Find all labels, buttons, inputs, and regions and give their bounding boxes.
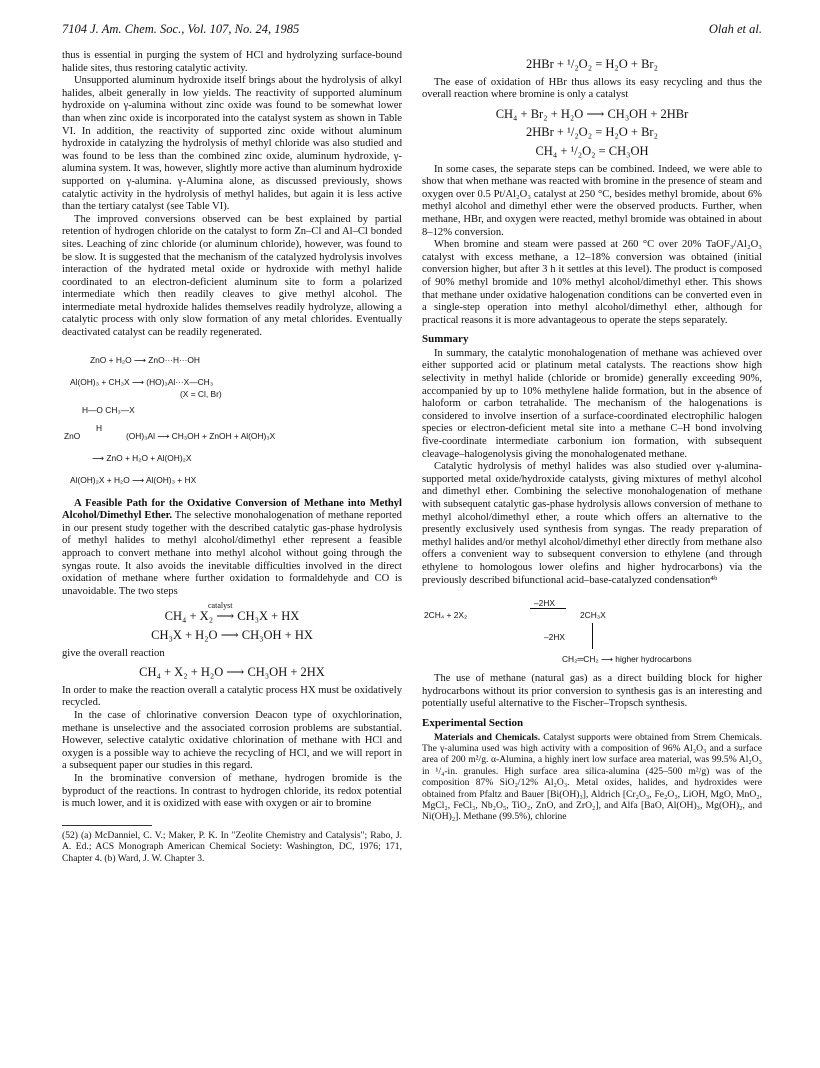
paragraph-text: Catalyst supports were obtained from Strem Chemicals. The γ-alumina used was high activity with a composition of 96% Al₂O₃ and a surface area of 200 m²/g. α-Alumina, a highly inert low surface area material, was 99.5% Al₂O₃ in ¹/₄-in. granules. High surface area silica-alumina (425–500 m²/g) was of the composition 87% SiO₂/12% Al₂O₃. Metal oxides, halides, and hydroxides were obtained from Pfaltz and Bauer [Bi(OH)₃], Aldrich [Cr₂O₃, Fe₂O₃, LiOH, MgO, MnO₂, MgCl₂, FeCl₃, Nb₂O₅, TiO₂, ZnO, and ZrO₂], and Alfa [BaO, Al(OH)₃, Mg(OH)₂, and Ni(OH)₂]. Methane (99.5%), chlorine — [422, 731, 762, 823]
equation: catalyst CH₄ + X₂ ⟶ CH₃X + HX — [164, 601, 300, 624]
paragraph: When bromine and steam were passed at 260 °C over 20% TaOF₃/Al₂O₃ catalyst with excess methane, a 12–18% conversion was obtained (initial conversion higher, but after 3 h it settles at this level). The product is composed of 90% methyl bromide and 10% methyl alcohol/dimethyl ether. This shows that methane under oxidative halogenation conditions can be converted even in a single-step operation into methyl alcohol/dimethyl ether, although for practical reasons it is more advantageous to operate the steps separately. — [422, 239, 762, 326]
equation: CH₃X + H₂O ⟶ CH₃OH + HX — [151, 628, 313, 642]
section-heading-experimental: Experimental Section — [422, 716, 524, 729]
mechanism-scheme — [62, 346, 402, 498]
paragraph: give the overall reaction — [62, 647, 165, 659]
equation: 2HBr + ¹/₂O₂ = H₂O + Br₂ — [526, 57, 658, 71]
catalyst-label: catalyst — [208, 601, 233, 611]
page-header — [62, 22, 762, 40]
section-heading-summary: Summary — [422, 333, 469, 346]
footnote-rule — [62, 825, 152, 826]
scheme-reactants: 2CH₄ + 2X₂ — [424, 610, 468, 621]
footnote: (52) (a) McDanniel, C. V.; Maker, P. K. In "Zeolite Chemistry and Catalysis"; Rabo, J. A. Ed.; ACS Monograph American Chemical Society: Washington, DC, 1976; 171, Chapter 4. (b) Ward, J. W. Chapter 3. — [62, 829, 402, 864]
paragraph: In the brominative conversion of methane, hydrogen bromide is the byproduct of the reactions. In contrast to hydrogen chloride, its redox potential is much lower, and it is oxidized with ease with oxygen or air to bromine — [62, 772, 402, 810]
scheme-arrow-label: –2HX — [534, 598, 555, 609]
paragraph: The improved conversions observed can be best explained by partial retention of hydrogen chloride on the catalyst to form Zn–Cl and Al–Cl bonded sites. Leaching of zinc chloride (or aluminum chloride), however, was found to be slow. It is suggested that the mechanism of the catalyzed hydrolysis involves interaction of the hydrated metal oxide or hydroxide with methyl halide coordinated to an electron-deficient aluminum site to form a polarized intermediate which then readily cleaves to give methyl alcohol. The intermediate metal hydroxide halides themselves readily hydrolyze, allowing a catalytic process with only slow formation of any metal chlorides. Eventually deactivated catalyst can be readily regenerated. — [62, 213, 402, 339]
scheme-reaction-3: (OH)₃Al ⟶ CH₃OH + ZnOH + Al(OH)₃X — [126, 430, 276, 441]
scheme-product: 2CH₃X — [580, 610, 606, 621]
scheme-reaction-2: Al(OH)₃ + CH₃X ⟶ (HO)₃Al···X—CH₃ — [70, 376, 214, 387]
equation: CH₄ + ¹/₂O₂ = CH₃OH — [535, 143, 649, 158]
scheme-down-arrow — [592, 623, 593, 649]
paragraph: In order to make the reaction overall a catalytic process HX must be oxidatively recycled. — [62, 684, 402, 709]
scheme-reaction-1: ZnO + H₂O ⟶ ZnO···H···OH — [90, 354, 200, 365]
running-head-left: 7104 J. Am. Chem. Soc., Vol. 107, No. 24, 1985 — [62, 22, 300, 36]
subsection-runin-heading: Materials and Chemicals. — [434, 731, 541, 743]
left-column — [62, 50, 402, 864]
equation: 2HBr + ¹/₂O₂ = H₂O + Br₂ — [526, 125, 658, 140]
paragraph: The use of methane (natural gas) as a direct building block for higher hydrocarbons without its prior conversion to synthesis gas is an interesting and potentially useful alternative to the Fischer–Tropsch synthesis. — [422, 673, 762, 710]
scheme-reaction-5: Al(OH)₂X + H₂O ⟶ Al(OH)₃ + HX — [70, 474, 197, 485]
scheme-zno: ZnO — [64, 430, 81, 441]
paragraph: In summary, the catalytic monohalogenation of methane was achieved over either supported acid or platinum metal catalysts. The reactions show high selectivity in methyl halide (chloride or bromide) generally exceeding 90%, accompanied by up to 10% methylene halide formation, but in the absence of haloform or carbon tetrahalide. The mechanism of the halogenations is considered to involve insertion of a surface-coordinated electrophilic halogen species or electron-deficient metal site into a methane C–H bond involving five-coordinate intermediate carbonium ion formation, with subsequent cleavage–halogenolysis giving the monohalogenated methane. — [422, 347, 762, 460]
scheme-ethylene: CH₂═CH₂ ⟶ higher hydrocarbons — [562, 654, 692, 665]
right-column — [422, 50, 762, 823]
equation: CH₄ + Br₂ + H₂O ⟶ CH₃OH + 2HBr — [495, 106, 689, 121]
paragraph: thus is essential in purging the system of HCl and hydrolyzing surface-bound halide sites, thus restoring catalytic activity. — [62, 50, 402, 74]
running-head-right: Olah et al. — [708, 22, 762, 36]
equation: CH₄ + X₂ + H₂O ⟶ CH₃OH + 2HX — [139, 665, 325, 680]
paragraph: Catalytic hydrolysis of methyl halides was also studied over γ-alumina-supported metal oxide/hydroxide catalysts, giving mixtures of methyl alcohol and dimethyl ether. Combining the selective monohalogenation of methane with subsequent catalytic gas-phase hydrolysis allows conversion of methane to methyl alcohol/dimethyl ether, a route which offers an alternative to the presently exclusively used synthesis from syngas. The ready preparation of methyl halides and/or methyl alcohol/dimethyl ether directly from methane also offers a convenient way to subsequent conversion to ethylene (and through ethylene to homologous lower olefins and higher hydrocarbons) via the previously described bifunctional acid–base-catalyzed condensation⁴ᵇ — [422, 461, 762, 586]
paragraph: In some cases, the separate steps can be combined. Indeed, we were able to show that when methane was reacted with bromine in the presence of steam and oxygen over 0.5 Pt/Al₂O₃ catalyst at 250 °C, besides methyl bromide, about 6% methyl alcohol and dimethyl ether were the observed products. Further, when methane, HBr, and oxygen were reacted, methyl bromide was obtained in about 8–12% conversion. — [422, 163, 762, 238]
paragraph — [422, 732, 762, 823]
paragraph-text: The selective monohalogenation of methane reported in our present study together with the described catalytic gas-phase hydrolysis of methyl halides to methyl alcohol/dimethyl ether represent a feasible approach to convert methane into methyl alcohol without going through the syngas route. It also avoids the inevitable difficulties involved in the direct oxidation of methane where further oxidation to formaldehyde and CO is unavoidable. The two steps — [62, 510, 402, 597]
scheme-mid-label: –2HX — [544, 632, 565, 643]
section-runin-heading: A Feasible Path for the Oxidative Conversion of Methane into Methyl Alcohol/Dimethyl Ether. — [62, 497, 402, 522]
scheme-arrow — [530, 608, 566, 609]
paragraph: In the case of chlorinative conversion Deacon type of oxychlorination, methane is unselective and the associated corrosion problems are substantial. However, selective catalytic oxidative chlorination of methane with HCl and oxygen is a possible way to achieve the recycling of HCl, and we will report in a subsequent paper our studies in this regard. — [62, 709, 402, 772]
condensation-scheme — [422, 595, 762, 669]
paragraph: The ease of oxidation of HBr thus allows its easy recycling and thus the overall reaction where bromine is only a catalyst — [422, 76, 762, 101]
paragraph — [62, 498, 402, 599]
paragraph: Unsupported aluminum hydroxide itself brings about the hydrolysis of alkyl halides, albeit generally in low yields. The reactivity of supported aluminum hydroxide on γ-alumina without zinc oxide was found to be somewhat lower than when zinc oxide is incorporated into the catalyst system as shown in Table VI. In addition, the reactivity of supported zinc oxide without aluminum hydroxide in catalyzing the hydrolysis of methyl chloride was also studied and was found to be less than the combined zinc oxide, aluminum hydroxide, γ-alumina system. It was, however, slightly more active than aluminum hydroxide supported on γ-alumina. γ-Alumina alone, as discussed previously, shows catalytic activity in the hydrolysis of methyl halides, but again it is less active than the tertiary catalyst (see Table VI). — [62, 75, 402, 213]
scheme-note: (X = Cl, Br) — [180, 388, 222, 399]
scheme-intermediate: H—O CH₃—X — [82, 404, 135, 415]
scheme-h: H — [96, 422, 103, 433]
scheme-reaction-4: ⟶ ZnO + H₂O + Al(OH)₂X — [92, 452, 192, 463]
